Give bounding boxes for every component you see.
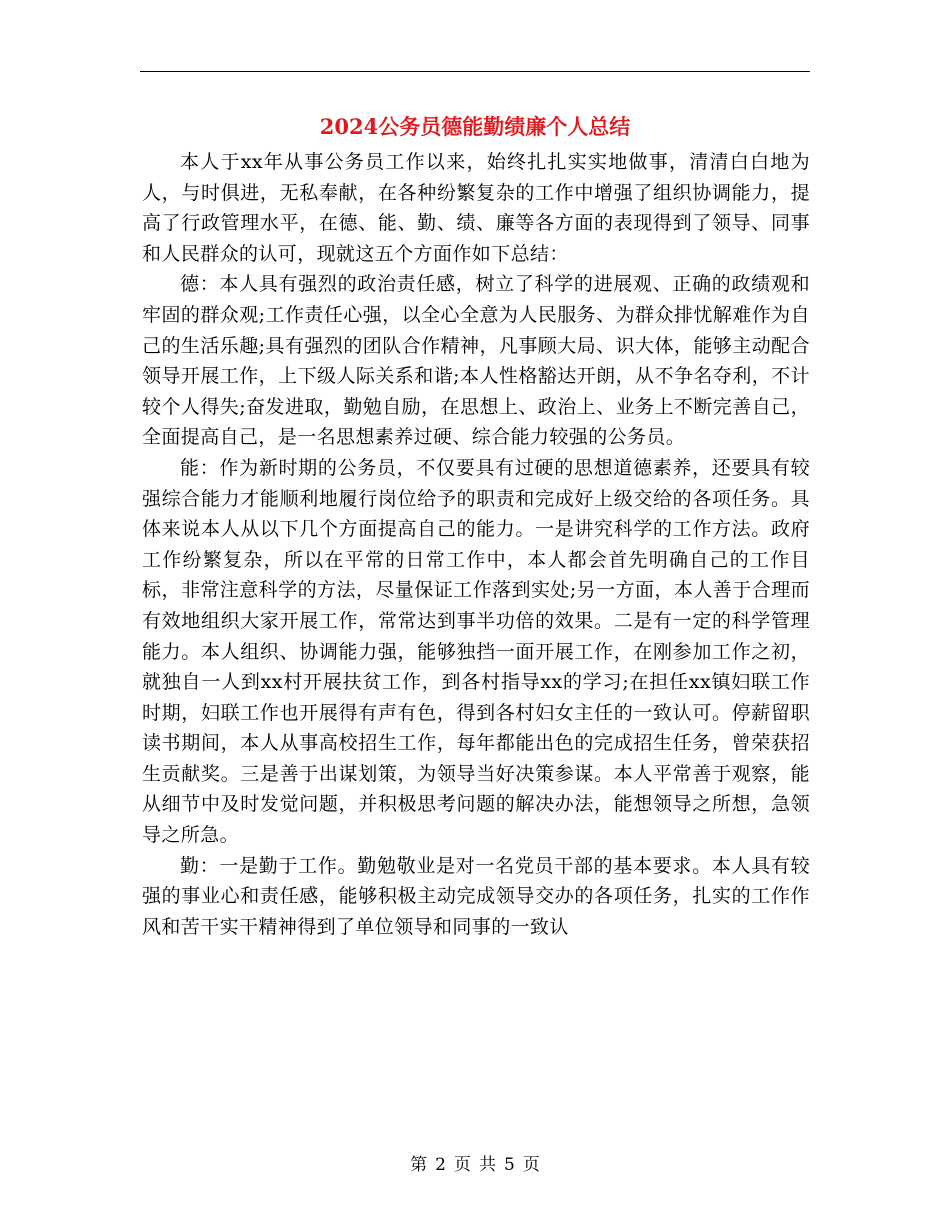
page-footer [0,1153,950,1177]
document-title: 2024公务员德能勤绩廉个人总结 [319,114,631,139]
header-rule [140,71,810,72]
paragraph-intro: 本人于xx年从事公务员工作以来，始终扎扎实实地做事，清清白白地为人，与时俱进，无私奉献，在各种纷繁复杂的工作中增强了组织协调能力，提高了行政管理水平，在德、能、勤、绩、廉等各方面的表现得到了领导、同事和人民群众的认可，现就这五个方面作如下总结： [142,151,810,265]
paragraph-qin: 勤：一是勤于工作。勤勉敬业是对一名党员干部的基本要求。本人具有较强的事业心和责任感，能够积极主动完成领导交办的各项任务，扎实的工作作风和苦干实干精神得到了单位领导和同事的一致认 [142,854,810,938]
page-total: 5 [504,1155,515,1175]
total-unit: 页 [522,1155,540,1175]
paragraph-neng: 能：作为新时期的公务员，不仅要具有过硬的思想道德素养，还要具有较强综合能力才能顺利地履行岗位给予的职责和完成好上级交给的各项任务。具体来说本人从以下几个方面提高自己的能力。一是讲究科学的工作方法。政府工作纷繁复杂，所以在平常的日常工作中，本人都会首先明确自己的工作目标，非常注意科学的方法，尽量保证工作落到实处;另一方面，本人善于合理而有效地组织大家开展工作，常常达到事半功倍的效果。二是有一定的科学管理能力。本人组织、协调能力强，能够独挡一面开展工作，在刚参加工作之初，就独自一人到xx村开展扶贫工作，到各村指导xx的学习;在担任xx镇妇联工作时期，妇联工作也开展得有声有色，得到各村妇女主任的一致认可。停薪留职读书期间，本人从事高校招生工作，每年都能出色的完成招生任务，曾荣获招生贡献奖。三是善于出谋划策，为领导当好决策参谋。本人平常善于观察，能从细节中及时发觉问题，并积极思考问题的解决办法，能想领导之所想，急领导之所急。 [142,456,810,847]
total-label: 共 [479,1155,496,1175]
page-unit: 页 [454,1155,471,1175]
paragraph-de: 德：本人具有强烈的政治责任感，树立了科学的进展观、正确的政绩观和牢固的群众观;工作责任心强，以全心全意为人民服务、为群众排忧解难作为自己的生活乐趣;具有强烈的团队合作精神，凡事顾大局、识大体，能够主动配合领导开展工作，上下级人际关系和谐;本人性格豁达开朗，从不争名夺利，不计较个人得失;奋发进取，勤勉自励，在思想上、政治上、业务上不断完善自己，全面提高自己，是一名思想素养过硬、综合能力较强的公务员。 [142,273,810,449]
page-current: 2 [435,1155,446,1175]
page-label: 第 [410,1155,428,1175]
document-body [142,147,810,942]
